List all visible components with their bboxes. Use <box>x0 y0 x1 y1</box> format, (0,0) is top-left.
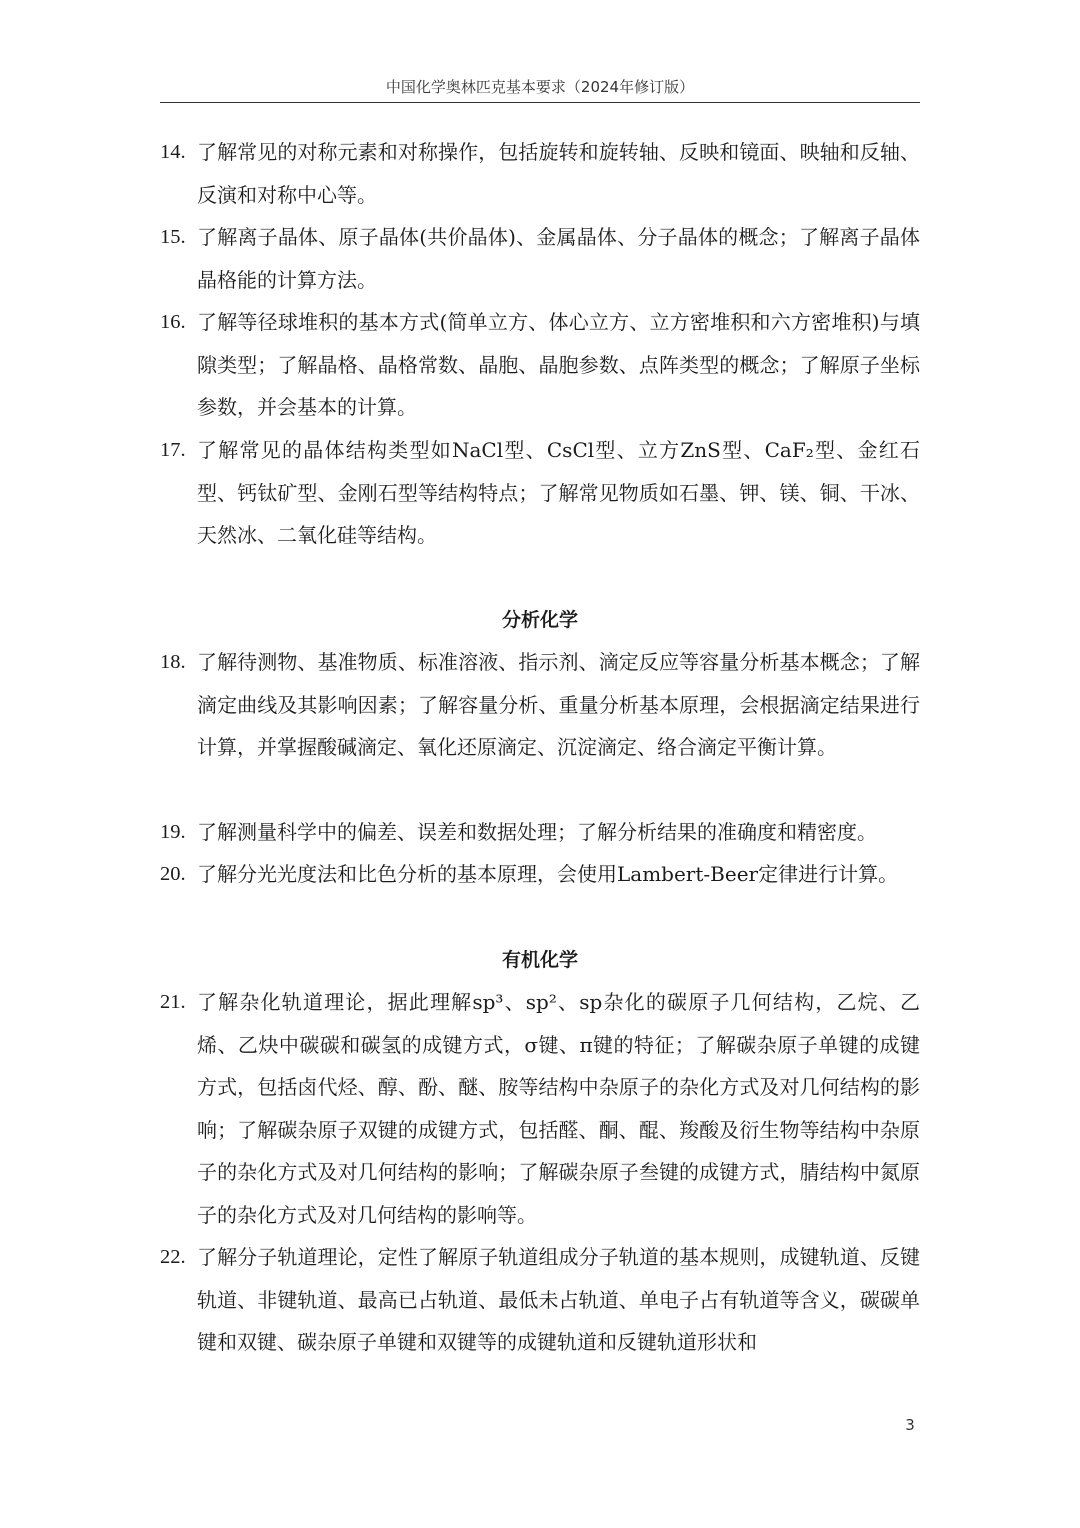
page-number: 3 <box>905 1416 915 1434</box>
section-heading-analytical-chemistry: 分析化学 <box>501 609 578 631</box>
item-text: 了解等径球堆积的基本方式(简单立方、体心立方、立方密堆积和六方密堆积)与填隙类型；了解晶格、晶格常数、晶胞、晶胞参数、点阵类型的概念；了解原子坐标参数，并会基本的计算。 <box>197 310 920 419</box>
item-text: 了解常见的晶体结构类型如NaCl型、CsCl型、立方ZnS型、CaF₂型、金红石型、钙钛矿型、金刚石型等结构特点；了解常见物质如石墨、钾、镁、铜、干冰、天然冰、二氧化硅等结构。 <box>197 438 920 547</box>
list-item-16 <box>160 301 920 429</box>
item-number: 20. <box>160 863 186 885</box>
item-number: 15. <box>160 226 186 248</box>
list-item-19 <box>160 811 920 854</box>
list-item-15 <box>160 216 920 301</box>
list-item-17 <box>160 429 920 557</box>
item-text: 了解测量科学中的偏差、误差和数据处理；了解分析结果的准确度和精密度。 <box>197 820 877 844</box>
item-number: 22. <box>160 1246 186 1268</box>
item-number: 19. <box>160 821 186 843</box>
page-header <box>160 72 920 103</box>
item-text: 了解离子晶体、原子晶体(共价晶体)、金属晶体、分子晶体的概念；了解离子晶体晶格能的计算方法。 <box>197 225 920 292</box>
list-item-14 <box>160 131 920 216</box>
item-text: 了解杂化轨道理论，据此理解sp³、sp²、sp杂化的碳原子几何结构，乙烷、乙烯、乙炔中碳碳和碳氢的成键方式，σ键、π键的特征；了解碳杂原子单键的成键方式，包括卤代烃、醇、酚、醚、胺等结构中杂原子的杂化方式及对几何结构的影响；了解碳杂原子双键的成键方式，包括醛、酮、醌、羧酸及衍生物等结构中杂原子的杂化方式及对几何结构的影响；了解碳杂原子叁键的成键方式，腈结构中氮原子的杂化方式及对几何结构的影响等。 <box>197 990 920 1227</box>
list-item-20 <box>160 853 920 896</box>
item-number: 18. <box>160 651 186 673</box>
document-title: 中国化学奥林匹克基本要求（2024年修订版） <box>385 78 695 96</box>
item-number: 16. <box>160 311 186 333</box>
item-number: 14. <box>160 141 186 163</box>
list-item-22 <box>160 1236 920 1364</box>
item-text: 了解常见的对称元素和对称操作，包括旋转和旋转轴、反映和镜面、映轴和反轴、反演和对称中心等。 <box>197 140 920 207</box>
item-text: 了解待测物、基准物质、标准溶液、指示剂、滴定反应等容量分析基本概念；了解滴定曲线及其影响因素；了解容量分析、重量分析基本原理，会根据滴定结果进行计算，并掌握酸碱滴定、氧化还原滴定、沉淀滴定、络合滴定平衡计算。 <box>197 650 920 759</box>
item-text: 了解分光光度法和比色分析的基本原理，会使用Lambert-Beer定律进行计算。 <box>197 862 899 886</box>
list-item-21 <box>160 981 920 1236</box>
item-number: 17. <box>160 439 186 461</box>
item-text: 了解分子轨道理论，定性了解原子轨道组成分子轨道的基本规则，成键轨道、反键轨道、非键轨道、最高已占轨道、最低未占轨道、单电子占有轨道等含义，碳碳单键和双键、碳杂原子单键和双键等的成键轨道和反键轨道形状和 <box>197 1245 920 1354</box>
list-item-18 <box>160 641 920 769</box>
item-number: 21. <box>160 991 186 1013</box>
section-heading-organic-chemistry: 有机化学 <box>501 949 578 971</box>
